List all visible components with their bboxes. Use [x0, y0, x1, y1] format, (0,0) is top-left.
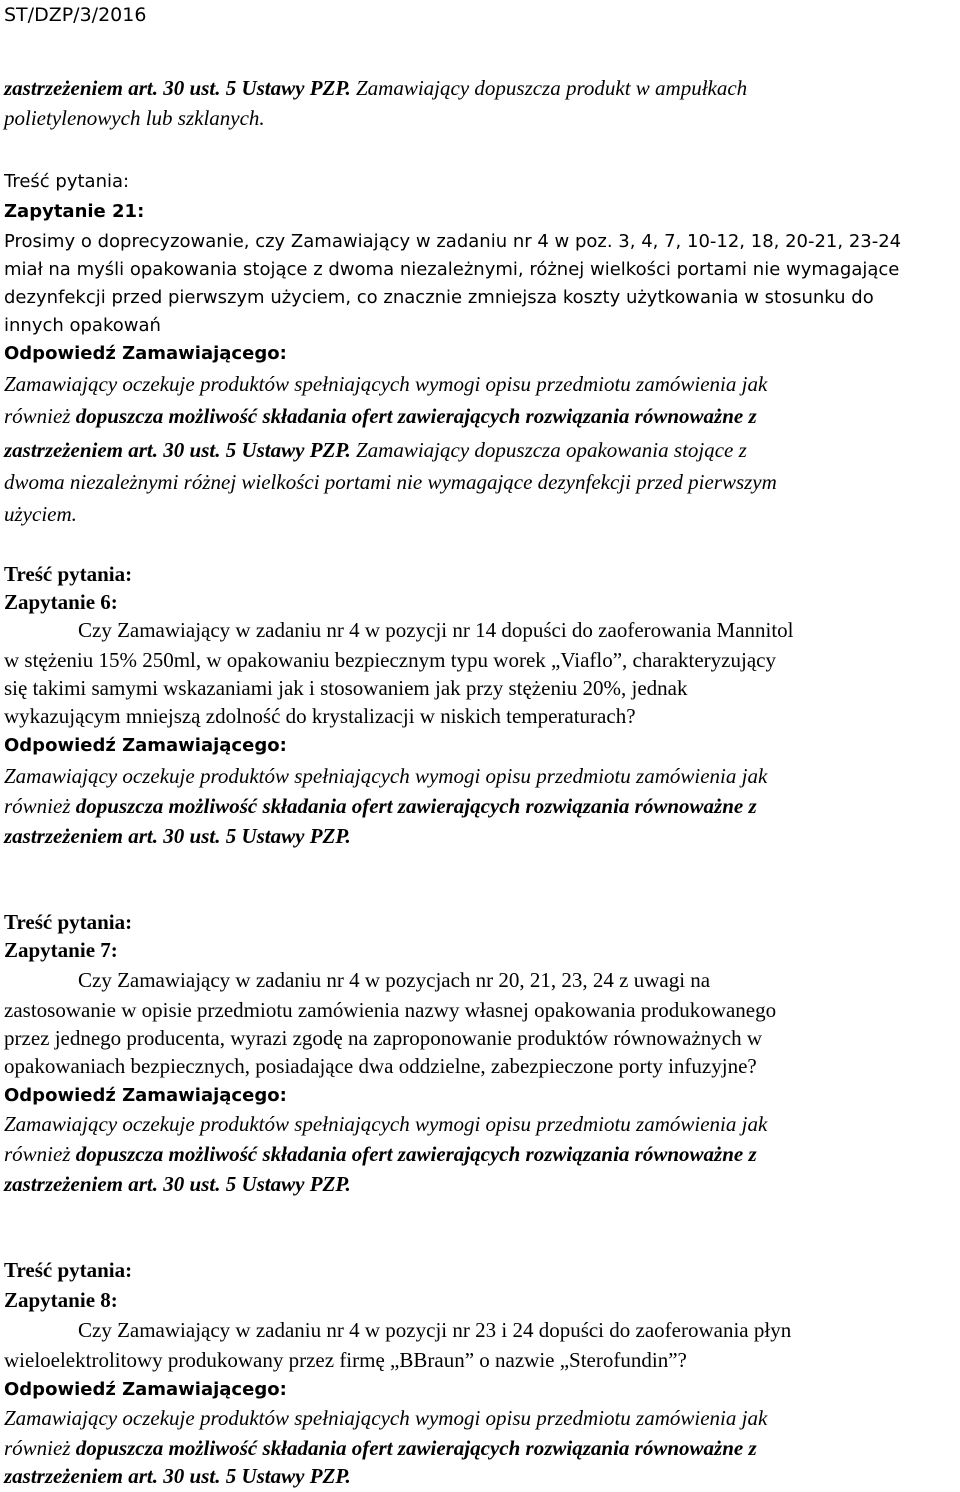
legal-reference: zastrzeżeniem art. 30 ust. 5 Ustawy PZP.	[4, 824, 351, 848]
answer-heading: Odpowiedź Zamawiającego:	[4, 735, 287, 756]
question-heading: Treść pytania:	[4, 910, 133, 934]
prev-answer-line	[4, 74, 747, 102]
question-heading: Treść pytania:	[4, 1258, 133, 1282]
answer-text	[4, 436, 747, 464]
question-heading: Treść pytania:	[4, 171, 130, 192]
answer-clause: dopuszcza możliwość składania ofert zawierających rozwiązania równoważne z	[75, 1142, 757, 1166]
answer-heading: Odpowiedź Zamawiającego:	[4, 1085, 287, 1106]
question-title: Zapytanie 8:	[4, 1288, 118, 1312]
question-text: Czy Zamawiający w zadaniu nr 4 w pozycjach nr 20, 21, 23, 24 z uwagi na	[78, 968, 711, 992]
legal-reference: zastrzeżeniem art. 30 ust. 5 Ustawy PZP.	[4, 76, 351, 100]
question-text: Prosimy o doprecyzowanie, czy Zamawiający w zadaniu nr 4 w poz. 3, 4, 7, 10-12, 18, 20-21, 23-24	[4, 231, 902, 252]
question-title: Zapytanie 21:	[4, 201, 145, 222]
question-text: Czy Zamawiający w zadaniu nr 4 w pozycji nr 14 dopuści do zaoferowania Mannitol	[78, 618, 794, 642]
question-text: się takimi samymi wskazaniami jak i stosowaniem jak przy stężeniu 20%, jednak	[4, 676, 688, 700]
answer-heading: Odpowiedź Zamawiającego:	[4, 1379, 287, 1400]
question-text: Czy Zamawiający w zadaniu nr 4 w pozycji nr 23 i 24 dopuści do zaoferowania płyn	[78, 1318, 792, 1342]
answer-clause: dopuszcza możliwość składania ofert zawierających rozwiązania równoważne z	[75, 404, 757, 428]
document-reference: ST/DZP/3/2016	[4, 4, 147, 26]
answer-clause: dopuszcza możliwość składania ofert zawierających rozwiązania równoważne z	[75, 794, 757, 818]
answer-clause: dopuszcza możliwość składania ofert zawierających rozwiązania równoważne z	[75, 1436, 757, 1460]
answer-text: Zamawiający oczekuje produktów spełniających wymogi opisu przedmiotu zamówienia jak	[4, 764, 768, 788]
answer-lead: również	[4, 1436, 76, 1460]
answer-text: Zamawiający dopuszcza produkt w ampułkach	[350, 76, 748, 100]
answer-text	[4, 1140, 757, 1168]
question-text: wieloelektrolitowy produkowany przez firmę „BBraun” o nazwie „Sterofundin”?	[4, 1348, 687, 1372]
answer-text	[4, 402, 757, 430]
answer-text: dwoma niezależnymi różnej wielkości portami nie wymagające dezynfekcji przed pierwszym	[4, 470, 777, 494]
answer-text: Zamawiający oczekuje produktów spełniających wymogi opisu przedmiotu zamówienia jak	[4, 372, 768, 396]
question-text: zastosowanie w opisie przedmiotu zamówienia nazwy własnej opakowania produkowanego	[4, 998, 777, 1022]
question-text: opakowaniach bezpiecznych, posiadające dwa oddzielne, zabezpieczone porty infuzyjne?	[4, 1054, 757, 1078]
answer-text: Zamawiający oczekuje produktów spełniających wymogi opisu przedmiotu zamówienia jak	[4, 1112, 768, 1136]
question-heading: Treść pytania:	[4, 562, 133, 586]
question-text: wykazującym mniejszą zdolność do krystalizacji w niskich temperaturach?	[4, 704, 636, 728]
answer-text	[4, 792, 757, 820]
answer-lead: również	[4, 1142, 76, 1166]
legal-reference: zastrzeżeniem art. 30 ust. 5 Ustawy PZP.	[4, 1172, 351, 1196]
question-text: w stężeniu 15% 250ml, w opakowaniu bezpiecznym typu worek „Viaflo”, charakteryzujący	[4, 648, 776, 672]
question-title: Zapytanie 7:	[4, 938, 118, 962]
answer-text: Zamawiający oczekuje produktów spełniających wymogi opisu przedmiotu zamówienia jak	[4, 1406, 768, 1430]
answer-text: użyciem.	[4, 502, 77, 526]
answer-heading: Odpowiedź Zamawiającego:	[4, 343, 287, 364]
question-title: Zapytanie 6:	[4, 590, 118, 614]
answer-text: Zamawiający dopuszcza opakowania stojące z	[350, 438, 747, 462]
question-text: przez jednego producenta, wyrazi zgodę na zaproponowanie produktów równoważnych w	[4, 1026, 763, 1050]
question-text: innych opakowań	[4, 315, 161, 336]
answer-lead: również	[4, 404, 76, 428]
answer-lead: również	[4, 794, 76, 818]
prev-answer-line: polietylenowych lub szklanych.	[4, 106, 265, 130]
answer-text	[4, 1434, 757, 1462]
question-text: dezynfekcji przed pierwszym użyciem, co znacznie zmniejsza koszty użytkowania w stosunku do	[4, 287, 874, 308]
legal-reference: zastrzeżeniem art. 30 ust. 5 Ustawy PZP.	[4, 1464, 351, 1488]
legal-reference: zastrzeżeniem art. 30 ust. 5 Ustawy PZP.	[4, 438, 351, 462]
question-text: miał na myśli opakowania stojące z dwoma niezależnymi, różnej wielkości portami nie wymagające	[4, 259, 900, 280]
